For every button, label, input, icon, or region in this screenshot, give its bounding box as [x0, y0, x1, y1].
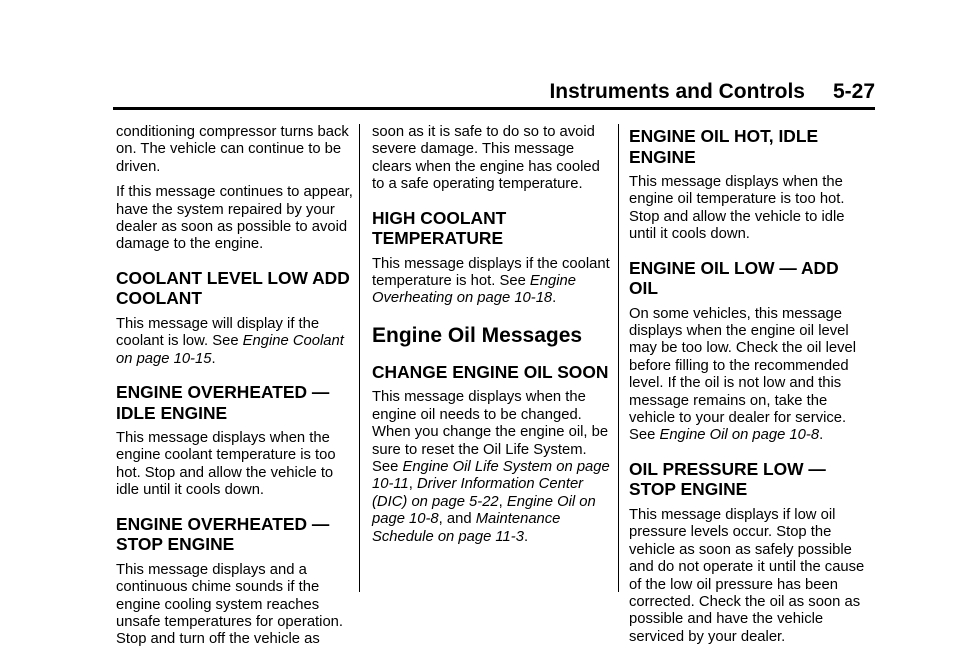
paragraph: This message displays when the engine coolant temperature is too hot. Stop and allow the vehicle to idle until it cools down. — [116, 430, 336, 499]
paragraph-text: . — [523, 528, 529, 545]
paragraph-text: , and — [438, 511, 476, 528]
page-number: 5-27 — [832, 80, 875, 103]
paragraph-text: . — [552, 290, 557, 307]
cross-reference: Engine Oil on page 10-8 — [659, 427, 820, 444]
paragraph: conditioning compressor turns back on. The vehicle can continue to be driven. — [116, 124, 349, 175]
column-divider-1 — [359, 124, 360, 592]
message-heading: COOLANT LEVEL LOW ADD COOLANT — [116, 267, 350, 309]
paragraph: This message displays if low oil pressure levels occur. Stop the vehicle as soon as safely possible and do not operate it until the cause of the low oil pressure has been corrected. Check the oil as soon as possible and have the vehicle serviced by your dealer. — [629, 506, 865, 645]
cross-reference: Maintenance Schedule on page 11-3 — [372, 511, 561, 545]
paragraph — [629, 306, 869, 445]
paragraph-text: . — [819, 427, 824, 444]
cross-reference: Engine Coolant on page 10-15 — [116, 333, 344, 367]
header-rule — [113, 107, 875, 110]
paragraph — [372, 389, 612, 546]
paragraph-text: This message displays when the engine oil needs to be changed. When you change the engine oil, be sure to reset the Oil Life System. See — [372, 389, 609, 475]
cross-reference: Engine Overheating on page 10-18 — [372, 273, 576, 307]
paragraph — [116, 316, 356, 368]
paragraph: If this message continues to appear, have the system repaired by your dealer as soon as possible to avoid damage to the engine. — [116, 184, 353, 253]
message-heading: OIL PRESSURE LOW — STOP ENGINE — [629, 458, 826, 500]
paragraph: This message displays when the engine oil temperature is too hot. Stop and allow the vehicle to idle until it cools down. — [629, 174, 845, 243]
paragraph-text: This message displays if the coolant temperature is hot. See — [372, 255, 610, 290]
paragraph: soon as it is safe to do so to avoid severe damage. This message clears when the engine has cooled to a safe operating temperature. — [372, 124, 600, 193]
cross-reference: Driver Information Center (DIC) on page 5-22 — [372, 476, 584, 510]
message-heading: ENGINE OIL LOW — ADD OIL — [629, 257, 839, 299]
paragraph-text: , — [498, 493, 507, 510]
section-heading: Engine Oil Messages — [372, 323, 583, 347]
paragraph-text: This message will display if the coolant is low. See — [116, 315, 320, 350]
column-2 — [372, 124, 612, 554]
message-heading: CHANGE ENGINE OIL SOON — [372, 361, 609, 382]
column-divider-2 — [618, 124, 619, 592]
header-title: Instruments and Controls — [549, 80, 805, 103]
paragraph — [372, 256, 612, 308]
paragraph-text: , — [408, 476, 417, 493]
paragraph: This message displays and a continuous chime sounds if the engine cooling system reaches unsafe temperatures for operation. Stop and turn off the vehicle as — [116, 561, 344, 648]
message-heading: ENGINE OVERHEATED — IDLE ENGINE — [116, 382, 330, 423]
column-1 — [116, 124, 356, 657]
message-heading: ENGINE OVERHEATED — STOP ENGINE — [116, 513, 330, 555]
paragraph-text: On some vehicles, this message displays when the engine oil level may be too low. Check the oil level before filling to the recommended level. If the oil is not low and this message remains on, take the vehicle to your dealer for service. See — [629, 305, 857, 444]
paragraph-text: . — [211, 350, 216, 367]
column-3 — [629, 124, 869, 654]
message-heading: HIGH COOLANT TEMPERATURE — [372, 207, 507, 249]
message-heading: ENGINE OIL HOT, IDLE ENGINE — [629, 126, 819, 167]
cross-reference: Engine Oil Life System on page 10-11 — [372, 458, 610, 493]
cross-reference: Engine Oil on page 10-8 — [372, 493, 596, 528]
page-header — [549, 80, 875, 104]
